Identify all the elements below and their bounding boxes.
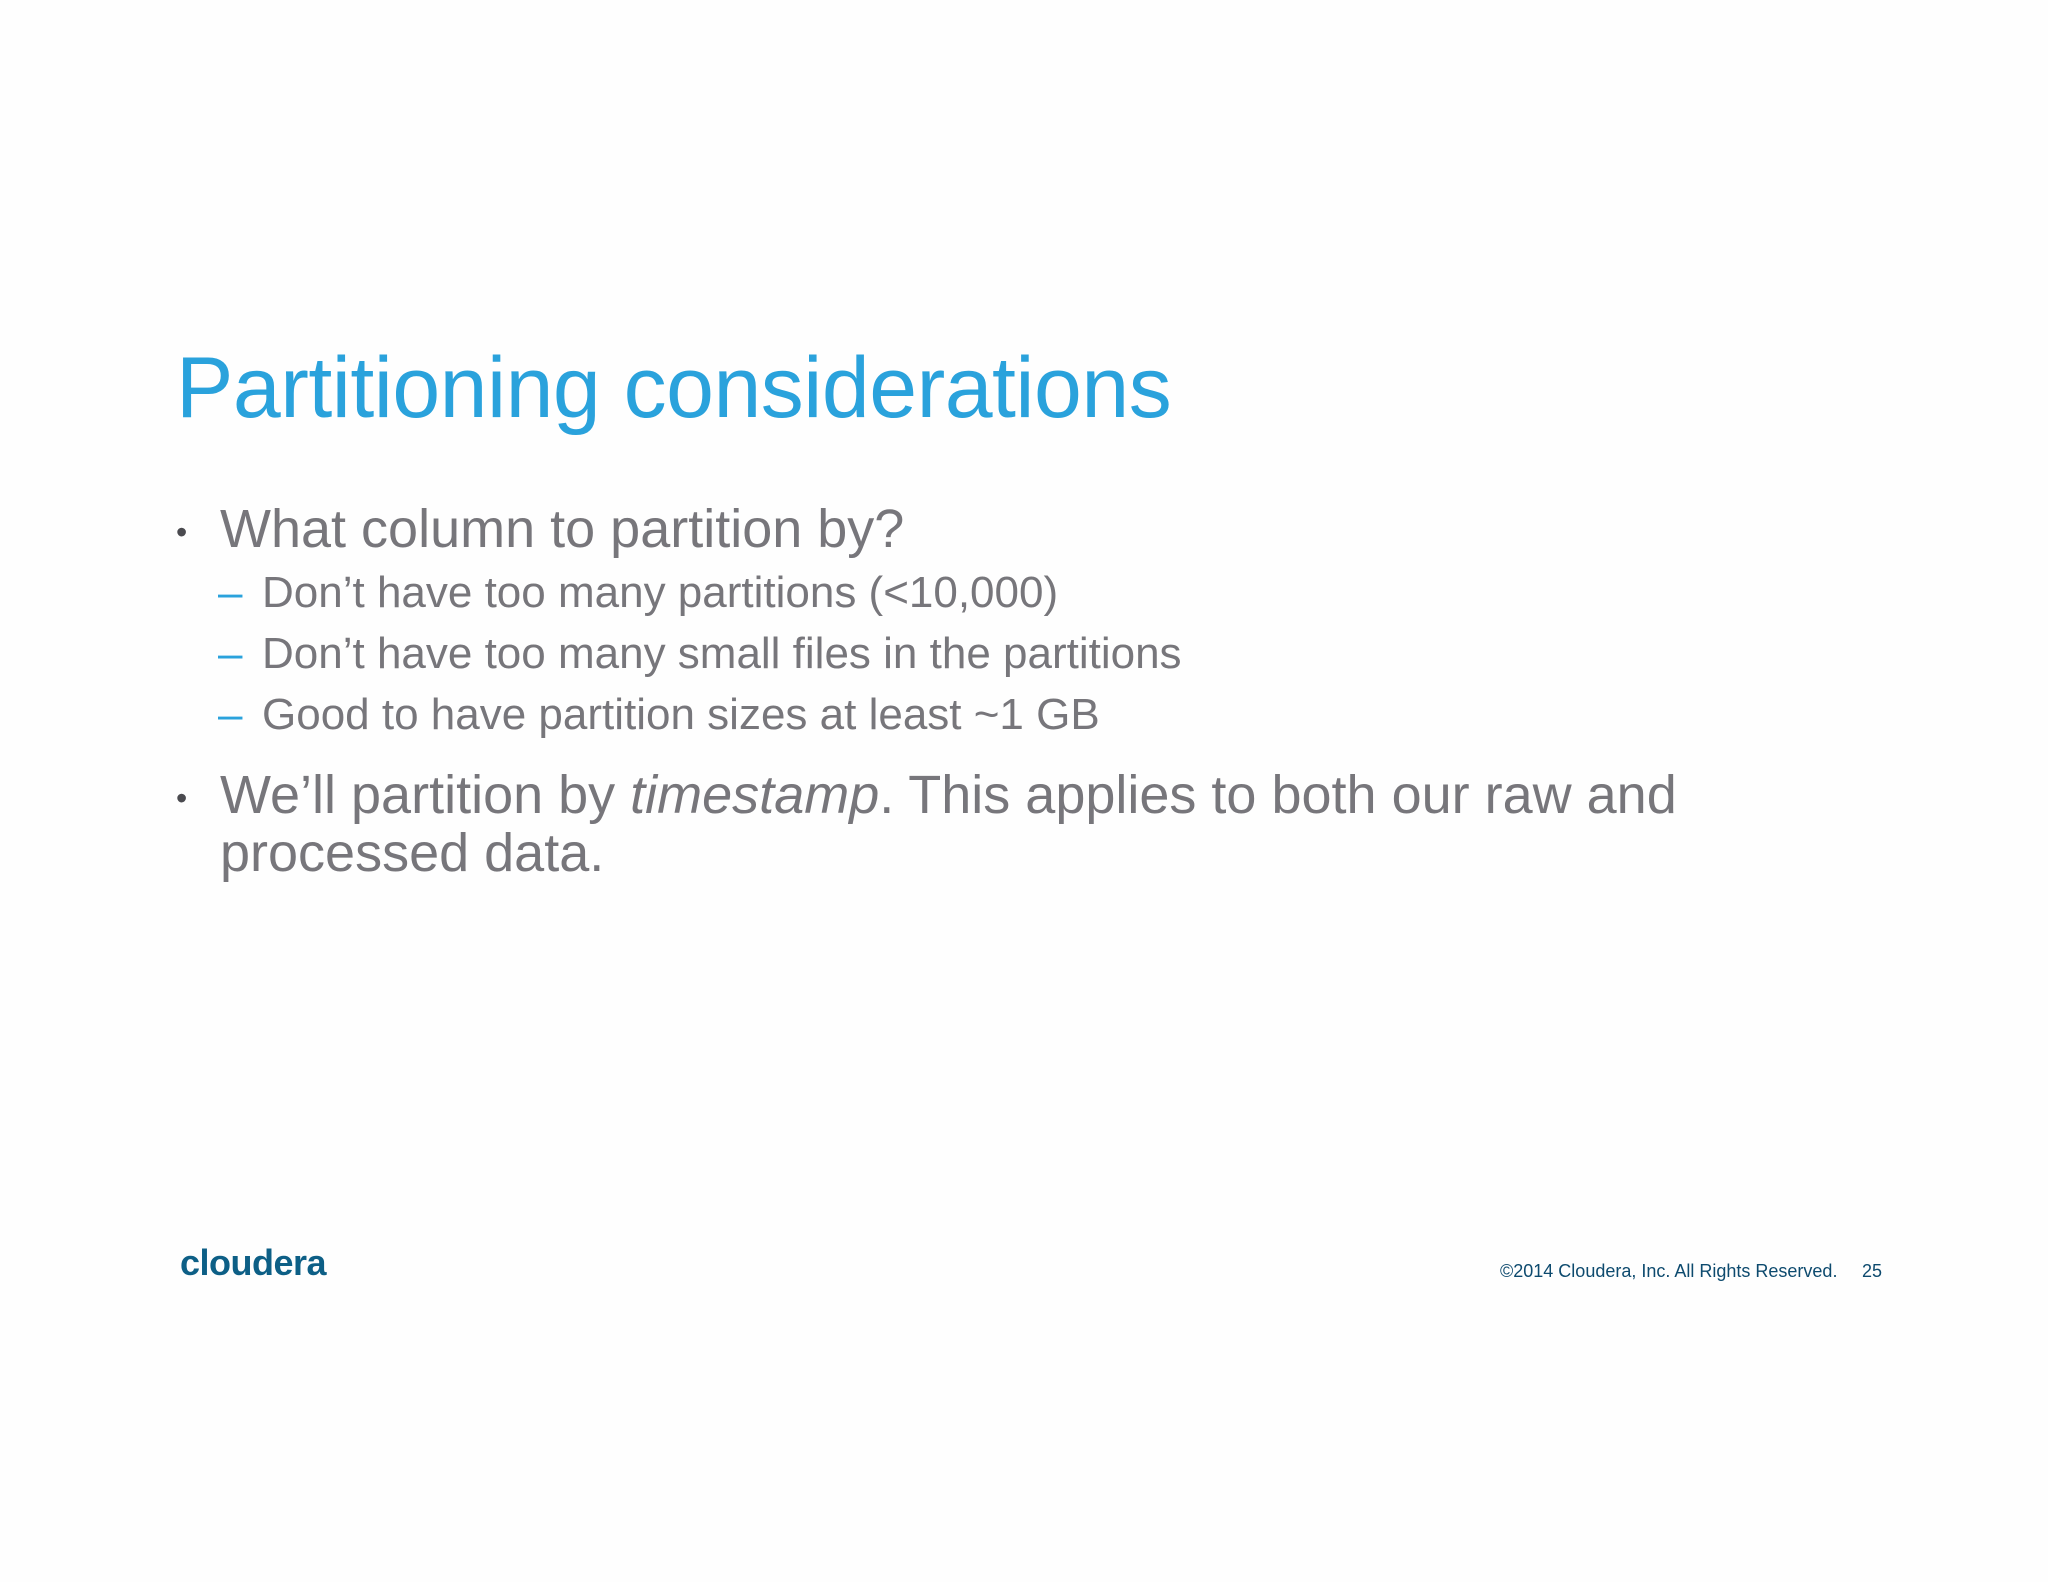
sub-item-text: Don’t have too many partitions (<10,000) bbox=[262, 568, 1059, 617]
sub-item-text: Good to have partition sizes at least ~1 GB bbox=[262, 690, 1100, 739]
page-number: 25 bbox=[1862, 1261, 1883, 1281]
bullet-text-after: . This applies to both our raw and bbox=[879, 765, 1677, 825]
bullet-text-line-2: processed data. bbox=[220, 823, 605, 883]
copyright-text: ©2014 Cloudera, Inc. All Rights Reserved. bbox=[1500, 1261, 1838, 1281]
dash-marker: – bbox=[218, 690, 243, 739]
bullet-marker: • bbox=[176, 514, 188, 550]
dash-marker: – bbox=[218, 629, 243, 678]
bullet-text-emphasis: timestamp bbox=[630, 765, 880, 825]
cloudera-logo: cloudera bbox=[180, 1242, 327, 1283]
bullet-marker: • bbox=[176, 780, 188, 816]
bullet-text: What column to partition by? bbox=[220, 499, 905, 559]
bullet-text-line-1 bbox=[220, 766, 1677, 824]
sub-item-text: Don’t have too many small files in the partitions bbox=[262, 629, 1182, 678]
slide-title: Partitioning considerations bbox=[176, 340, 1172, 436]
bullet-text-before: We’ll partition by bbox=[220, 765, 631, 825]
dash-marker: – bbox=[218, 568, 243, 617]
